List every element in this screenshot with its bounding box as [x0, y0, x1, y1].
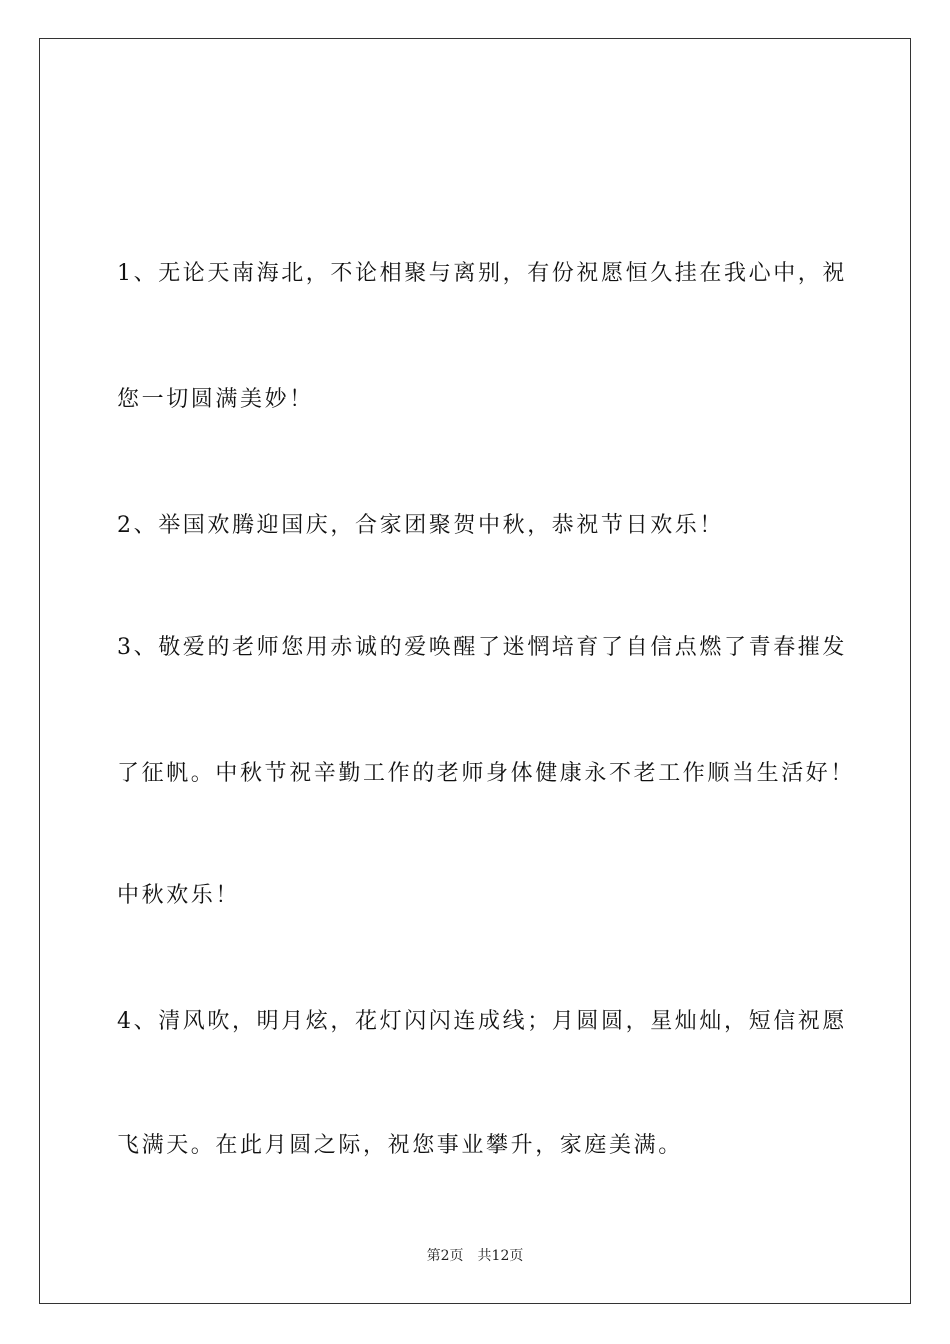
page-footer — [0, 1246, 950, 1266]
page-number: 第2页 — [426, 1248, 464, 1264]
text-line-7: 4、清风吹，明月炫，花灯闪闪连成线；月圆圆，星灿灿，短信祝愿 — [117, 1009, 847, 1034]
text-line-8: 飞满天。在此月圆之际，祝您事业攀升，家庭美满。 — [117, 1133, 683, 1158]
text-line-3: 2、举国欢腾迎国庆，合家团聚贺中秋，恭祝节日欢乐！ — [117, 513, 724, 538]
page-border — [39, 38, 911, 1304]
text-line-1: 1、无论天南海北，不论相聚与离别，有份祝愿恒久挂在我心中，祝 — [117, 261, 847, 286]
text-line-2: 您一切圆满美妙！ — [117, 387, 314, 412]
text-line-6: 中秋欢乐！ — [117, 883, 241, 908]
text-line-4: 3、敬爱的老师您用赤诚的爱唤醒了迷惘培育了自信点燃了青春摧发 — [117, 635, 847, 660]
total-pages: 共12页 — [477, 1248, 524, 1264]
text-line-5: 了征帆。中秋节祝辛勤工作的老师身体健康永不老工作顺当生活好！ — [117, 761, 856, 786]
